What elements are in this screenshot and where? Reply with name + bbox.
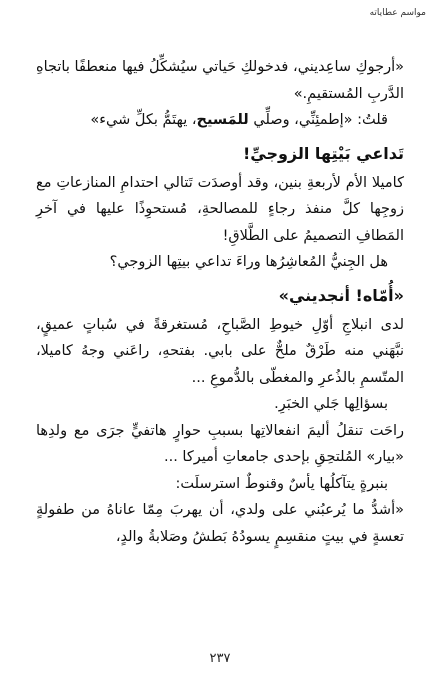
paragraph-fear: «أشدُّ ما يُرعبُني على ولدي، أن يهربَ مِمّا عاناهُ من طفولةٍ تعسةٍ في بيتٍ منقسِمٍ يسودُهُ بَطشُ وصَلابةُ والدٍ،: [36, 502, 404, 545]
reply-text-end: ، يهتَمُّ بكلِّ شيء»: [90, 112, 197, 128]
paragraph-phone-call: راحَت تنقلُ أليمَ انفعالاتِها بسببِ حوارٍ هاتفيٍّ جرَى مع ولدِها «بيار» المُلتحِقِ بإحدى جامعاتِ أميركا ...: [36, 422, 404, 465]
running-header: مواسم عطاياته: [369, 8, 426, 18]
paragraph-inquiry: بسؤالِها جَلي الخبَرِ.: [274, 396, 388, 412]
reply-text-start: قلتُ: «إطمئِنِّي، وصلِّي: [248, 112, 388, 128]
section-heading-collapse: تَداعي بَيْتِها الزوجيِّ!: [242, 143, 404, 163]
section-heading-mother: «أُمّاه! أنجديني»: [278, 285, 404, 305]
reply-bold-word: للمَسيح: [196, 112, 249, 128]
paragraph-reply: [36, 107, 404, 134]
page-number: ٢٣٧: [209, 651, 231, 666]
paragraph-tone: بنبرةٍ يتآكلُها يأسٌ وقنوطٌ استرسلَت:: [175, 475, 388, 492]
paragraph-dawn: لدى انبلاجِ أوّلِ خيوطِ الصَّباحِ، مُستغرقةً في سُباتٍ عميقٍ، نبَّهَني منه طَرْقٌ ملحٌّ على بابي. بفتحهِ، راعَني وجهُ كاميلا، المتّسمِ بالذُعرِ والمغطّى بالدُّموعِ ...: [36, 316, 404, 386]
body-text: [36, 54, 404, 550]
paragraph-question: هل الجِنيُّ المُعاشِرُها وراءَ تداعي بيتِها الزوجي؟: [109, 254, 388, 270]
paragraph-plea: «أرجوكِ ساعِديني، فدخولكِ حَياتي سيُشكِّلُ فيها منعطفًا باتجاهِ الدَّربِ المُستقيمِ.»: [36, 59, 404, 102]
paragraph-camilla: كاميلا الأم لأربعةِ بنين، وقد أوصدَت تَتالي احتدامِ المنازعاتِ مع زوجِها كلَّ منفذ رجاءٍ للمصالحةِ، مُستحوِذًا عليها في آخرِ المَطافِ التصميمُ على الطَّلاقِ!: [36, 174, 404, 244]
